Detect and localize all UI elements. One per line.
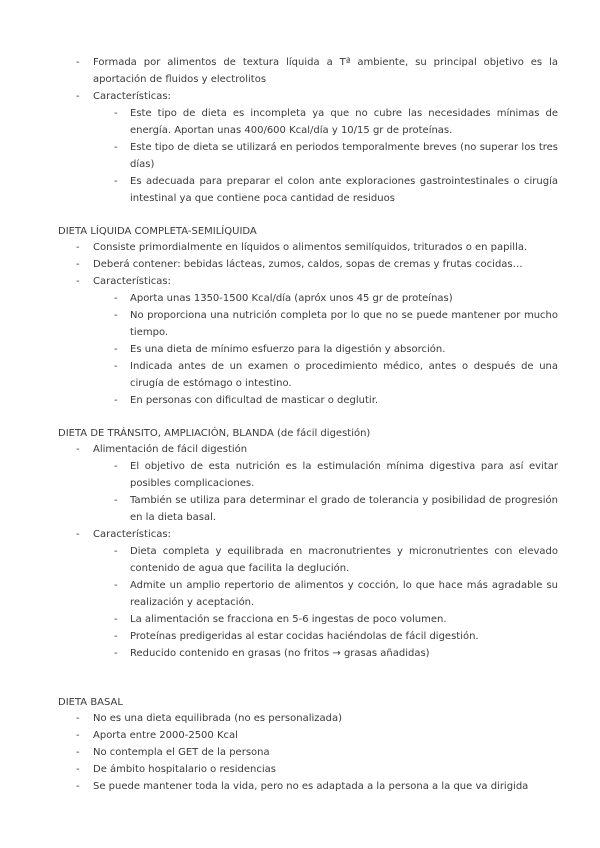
list-item: - Aporta entre 2000-2500 Kcal: [58, 727, 558, 744]
list-item: - Alimentación de fácil digestión: [58, 441, 558, 458]
liquida-section: [58, 239, 558, 409]
sub-list-item: - Admite un amplio repertorio de alimentos y cocción, lo que hace más agradable su realización y aceptación.: [58, 577, 558, 611]
sub-list-item: - El objetivo de esta nutrición es la estimulación mínima digestiva para así evitar posibles complicaciones.: [58, 458, 558, 492]
sub-list-item: - Reducido contenido en grasas (no fritos → grasas añadidas): [58, 645, 558, 662]
sub-list-item: - No proporciona una nutrición completa por lo que no se puede mantener por mucho tiempo.: [58, 307, 558, 341]
sub-list-item: - Este tipo de dieta es incompleta ya que no cubre las necesidades mínimas de energía. Aportan unas 400/600 Kcal/día y 10/15 gr de proteínas.: [58, 105, 558, 139]
sub-list-item: - Dieta completa y equilibrada en macronutrientes y micronutrientes con elevado contenido de agua que facilita la deglución.: [58, 543, 558, 577]
list-item: - De ámbito hospitalario o residencias: [58, 761, 558, 778]
sub-list-item: - Aporta unas 1350-1500 Kcal/día (apróx unos 45 gr de proteínas): [58, 290, 558, 307]
basal-section: [58, 710, 558, 795]
section-heading-liquida: DIETA LÍQUIDA COMPLETA-SEMILÍQUIDA: [58, 226, 257, 237]
sub-list-item: - Proteínas predigeridas al estar cocidas haciéndolas de fácil digestión.: [58, 628, 558, 645]
transito-section: [58, 441, 558, 662]
sub-list-item: - Este tipo de dieta se utilizará en periodos temporalmente breves (no superar los tres días): [58, 139, 558, 173]
list-item: - Consiste primordialmente en líquidos o alimentos semilíquidos, triturados o en papilla.: [58, 239, 558, 256]
list-item: - Formada por alimentos de textura líquida a Tª ambiente, su principal objetivo es la aportación de fluidos y electrolitos: [58, 54, 558, 88]
intro-section: [58, 54, 558, 207]
section-heading-transito: DIETA DE TRÁNSITO, AMPLIACIÓN, BLANDA (de fácil digestión): [58, 428, 371, 439]
list-item: - Características:: [58, 526, 558, 543]
list-item: - Deberá contener: bebidas lácteas, zumos, caldos, sopas de cremas y frutas cocidas…: [58, 256, 558, 273]
list-item: - Características:: [58, 88, 558, 105]
sub-list-item: - La alimentación se fracciona en 5-6 ingestas de poco volumen.: [58, 611, 558, 628]
section-heading-basal: DIETA BASAL: [58, 697, 123, 708]
sub-list-item: - En personas con dificultad de masticar o deglutir.: [58, 392, 558, 409]
sub-list-item: - Es adecuada para preparar el colon ante exploraciones gastrointestinales o cirugía intestinal ya que contiene poca cantidad de residuos: [58, 173, 558, 207]
sub-list-item: - También se utiliza para determinar el grado de tolerancia y posibilidad de progresión en la dieta basal.: [58, 492, 558, 526]
list-item: - No es una dieta equilibrada (no es personalizada): [58, 710, 558, 727]
list-item: - Se puede mantener toda la vida, pero no es adaptada a la persona a la que va dirigida: [58, 778, 558, 795]
sub-list-item: - Indicada antes de un examen o procedimiento médico, antes o después de una cirugía de estómago o intestino.: [58, 358, 558, 392]
list-item: - No contempla el GET de la persona: [58, 744, 558, 761]
sub-list-item: - Es una dieta de mínimo esfuerzo para la digestión y absorción.: [58, 341, 558, 358]
list-item: - Características:: [58, 273, 558, 290]
